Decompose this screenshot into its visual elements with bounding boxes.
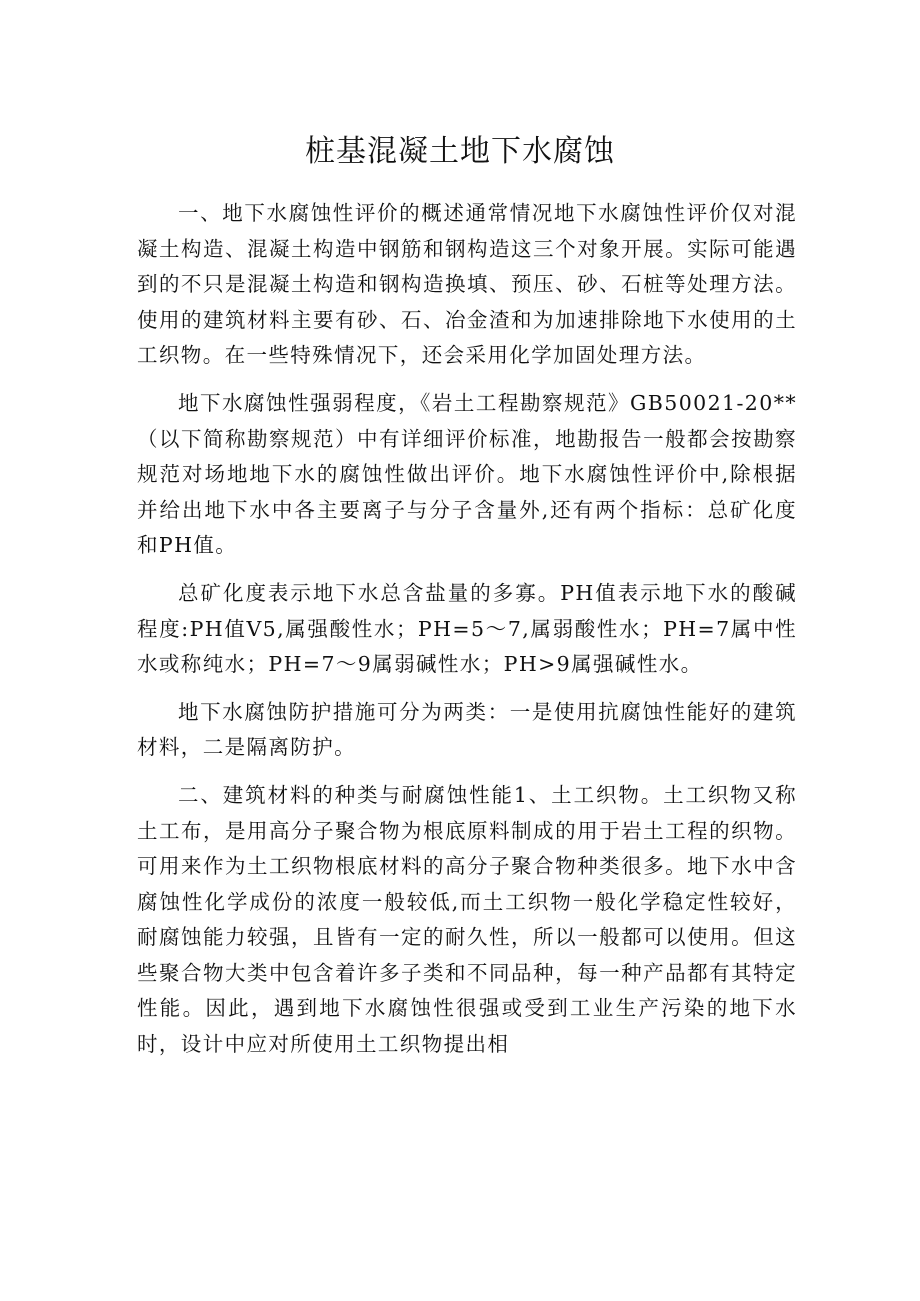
paragraph-overview: 一、地下水腐蚀性评价的概述通常情况地下水腐蚀性评价仅对混凝土构造、混凝土构造中钢筋和钢构造这三个对象开展。实际可能遇到的不只是混凝土构造和钢构造换填、预压、砂、石桩等处理方法。使用的建筑材料主要有砂、石、冶金渣和为加速排除地下水使用的土工织物。在一些特殊情况下，还会采用化学加固处理方法。 (137, 201, 797, 368)
paragraph-mineralization-ph: 总矿化度表示地下水总含盐量的多寡。PH值表示地下水的酸碱程度:PH值V5,属强酸性水；PH=5～7,属弱酸性水；PH=7属中性水或称纯水；PH=7～9属弱碱性水；PH>9属强碱性水。 (137, 580, 797, 677)
paragraph-corrosion-degree: 地下水腐蚀性强弱程度，《岩土工程勘察规范》GB50021-20**（以下简称勘察规范）中有详细评价标准，地勘报告一般都会按勘察规范对场地地下水的腐蚀性做出评价。地下水腐蚀性评价中,除根据并给出地下水中各主要离子与分子含量外,还有两个指标：总矿化度和PH值。 (137, 390, 797, 558)
document-title: 桩基混凝土地下水腐蚀 (305, 134, 615, 169)
paragraph-protection-measures: 地下水腐蚀防护措施可分为两类：一是使用抗腐蚀性能好的建筑材料，二是隔离防护。 (137, 699, 797, 760)
paragraph-materials-geotextile: 二、建筑材料的种类与耐腐蚀性能1、土工织物。土工织物又称土工布，是用高分子聚合物为根底原料制成的用于岩土工程的织物。可用来作为土工织物根底材料的高分子聚合物种类很多。地下水中含腐蚀性化学成份的浓度一般较低,而土工织物一般化学稳定性较好，耐腐蚀能力较强，且皆有一定的耐久性，所以一般都可以使用。但这些聚合物大类中包含着许多子类和不同品种，每一种产品都有其特定性能。因此，遇到地下水腐蚀性很强或受到工业生产污染的地下水时，设计中应对所使用土工织物提出相 (137, 782, 797, 1057)
document-body (137, 196, 797, 1075)
